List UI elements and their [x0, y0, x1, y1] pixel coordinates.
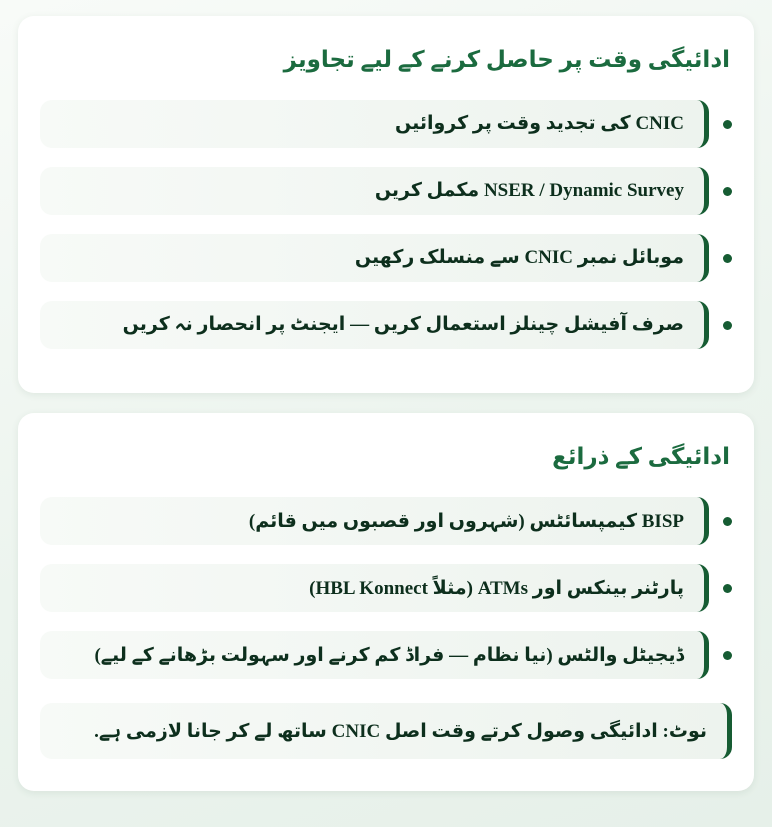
- list-item-text: CNIC کی تجدید وقت پر کروائیں: [395, 113, 684, 135]
- card-title: ادائیگی کے ذرائع: [552, 444, 730, 470]
- list-item-box: [40, 631, 709, 679]
- list-item-box: [40, 301, 709, 349]
- list-item-box: [40, 234, 709, 282]
- list-item-box: [40, 100, 709, 148]
- card: [18, 16, 754, 393]
- list-item-box: [40, 167, 709, 215]
- bullet-icon: [723, 187, 732, 196]
- list-item-text: موبائل نمبر CNIC سے منسلک رکھیں: [354, 247, 684, 269]
- list-item-text: NSER / Dynamic Survey مکمل کریں: [374, 180, 684, 202]
- list-item: [40, 167, 732, 215]
- bullet-icon: [723, 120, 732, 129]
- note-text: نوٹ: ادائیگی وصول کرتے وقت اصل CNIC ساتھ لے کر جانا لازمی ہے.: [94, 720, 707, 742]
- list-item: [40, 631, 732, 679]
- list-item-text: BISP کیمپسائٹس (شہروں اور قصبوں میں قائم): [248, 510, 684, 532]
- list-item-text: صرف آفیشل چینلز استعمال کریں — ایجنٹ پر انحصار نہ کریں: [122, 314, 684, 336]
- bullet-icon: [723, 517, 732, 526]
- bullet-icon: [723, 321, 732, 330]
- note-row: [40, 703, 732, 759]
- card-list: [40, 100, 732, 349]
- list-item-box: [40, 564, 709, 612]
- list-item-text: ڈیجیٹل والٹس (نیا نظام — فراڈ کم کرنے اور سہولت بڑھانے کے لیے): [94, 644, 684, 666]
- page: [18, 16, 754, 791]
- bullet-icon: [723, 584, 732, 593]
- list-item: [40, 234, 732, 282]
- bullet-icon: [723, 254, 732, 263]
- note-box: [40, 703, 732, 759]
- bullet-icon: [723, 651, 732, 660]
- list-item-box: [40, 497, 709, 545]
- card-title: ادائیگی وقت پر حاصل کرنے کے لیے تجاویز: [283, 47, 730, 72]
- list-item: [40, 497, 732, 545]
- card: [18, 413, 754, 791]
- list-item: [40, 100, 732, 148]
- list-item: [40, 564, 732, 612]
- list-item: [40, 301, 732, 349]
- card-list: [40, 497, 732, 679]
- list-item-text: پارٹنر بینکس اور ATMs (مثلاً HBL Konnect): [309, 577, 684, 599]
